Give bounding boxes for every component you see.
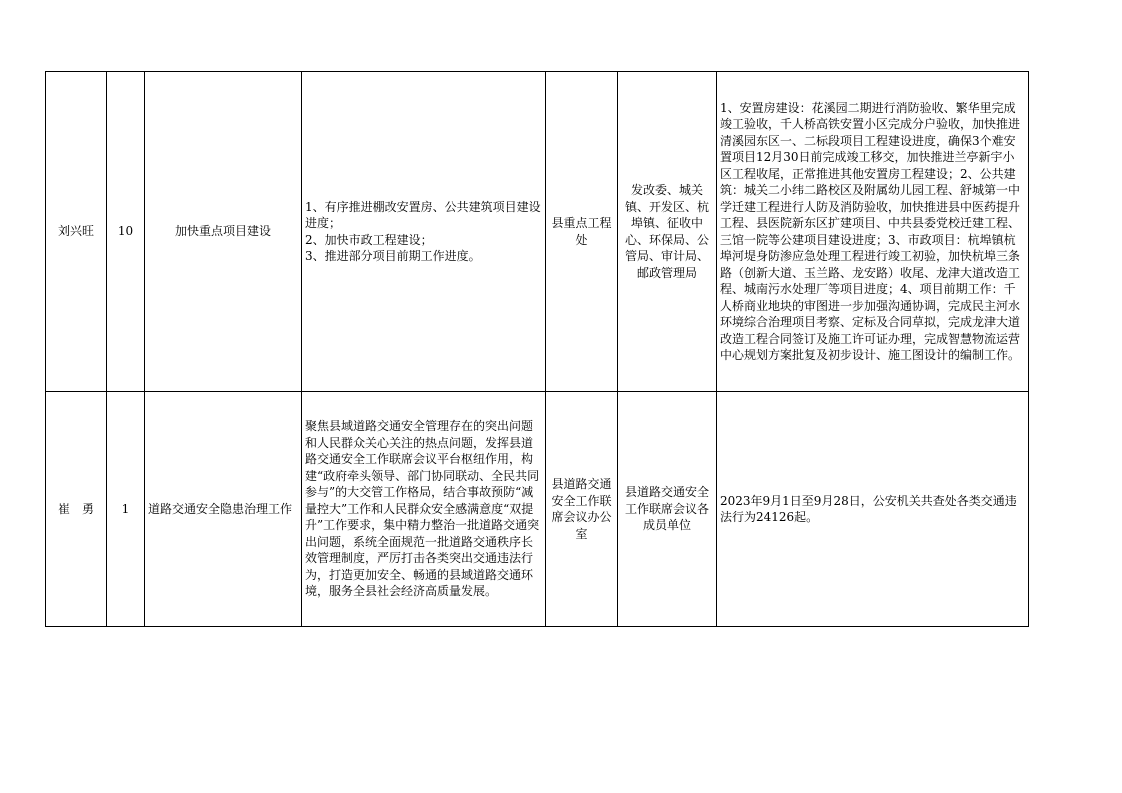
leader-name-cell: 崔 勇 [46,392,107,627]
project-name-cell: 道路交通安全隐患治理工作 [145,392,302,627]
cooperating-units-cell: 发改委、城关镇、开发区、杭埠镇、征收中心、环保局、公管局、审计局、邮政管理局 [618,72,717,392]
item-count-cell: 10 [107,72,145,392]
lead-unit-cell: 县道路交通安全工作联席会议办公室 [546,392,618,627]
item-count-cell: 1 [107,392,145,627]
task-description-cell: 1、有序推进棚改安置房、公共建筑项目建设进度； 2、加快市政工程建设； 3、推进部分项目前期工作进度。 [302,72,546,392]
progress-cell: 1、安置房建设：花溪园二期进行消防验收、繁华里完成竣工验收，千人桥高铁安置小区完成分户验收，加快推进清溪园东区一、二标段项目工程建设进度，确保3个难安置项目12月30日前完成竣工移交，加快推进兰亭新宇小区工程收尾，正常推进其他安置房工程建设；2、公共建筑：城关二小纬二路校区及附属幼儿园工程、舒城第一中学迁建工程进行人防及消防验收，加快推进县中医药提升工程、县医院新东区扩建项目、中共县委党校迁建工程、三馆一院等公建项目建设进度；3、市政项目：杭埠镇杭埠河堤身防渗应急处理工程进行竣工初验，加快杭埠三条路（创新大道、玉兰路、龙安路）收尾、龙津大道改造工程、城南污水处理厂等项目进度；4、项目前期工作：千人桥商业地块的审图进一步加强沟通协调，完成民主河水环境综合治理项目考察、定标及合同草拟，完成龙津大道改造工程合同签订及施工许可证办理，完成智慧物流运营中心规划方案批复及初步设计、施工图设计的编制工作。 [717,72,1029,392]
table-row [46,72,1029,392]
progress-cell: 2023年9月1日至9月28日，公安机关共查处各类交通违法行为24126起。 [717,392,1029,627]
leader-name-cell: 刘兴旺 [46,72,107,392]
work-progress-table [45,71,1029,627]
table-row [46,392,1029,627]
project-name-cell: 加快重点项目建设 [145,72,302,392]
task-description-cell: 聚焦县域道路交通安全管理存在的突出问题和人民群众关心关注的热点问题，发挥县道路交通安全工作联席会议平台枢纽作用，构建“政府牵头领导、部门协同联动、全民共同参与”的大交管工作格局，结合事故预防“减量控大”工作和人民群众安全感满意度“双提升”工作要求，集中精力整治一批道路交通突出问题，系统全面规范一批道路交通秩序长效管理制度，严厉打击各类突出交通违法行为，打造更加安全、畅通的县域道路交通环境，服务全县社会经济高质量发展。 [302,392,546,627]
lead-unit-cell: 县重点工程处 [546,72,618,392]
cooperating-units-cell: 县道路交通安全工作联席会议各成员单位 [618,392,717,627]
